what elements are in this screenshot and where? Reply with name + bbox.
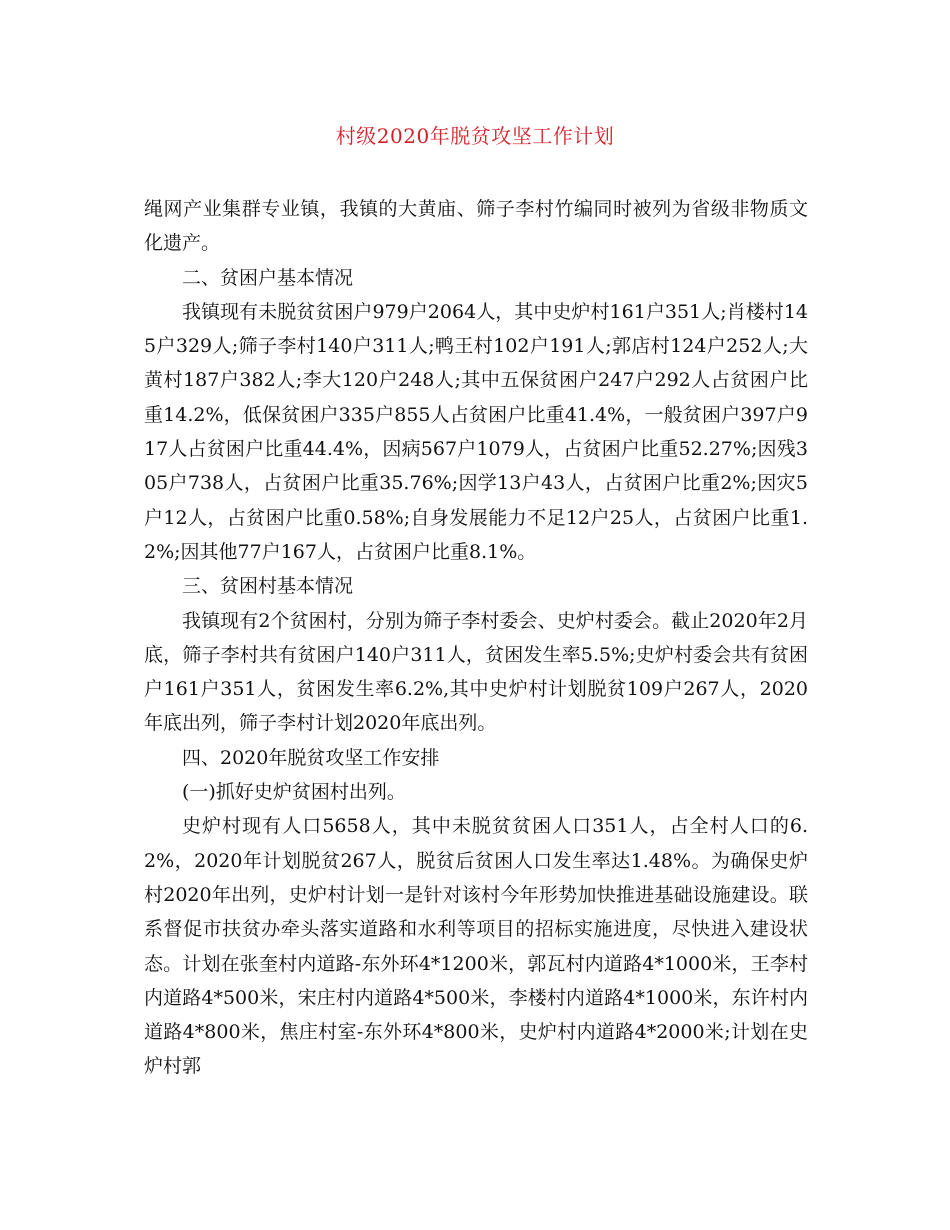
paragraph-intro-continuation: 绳网产业集群专业镇，我镇的大黄庙、筛子李村竹编同时被列为省级非物质文化遗产。 [144,198,808,255]
section-heading-work-plan: 四、2020年脱贫攻坚工作安排 [182,746,440,769]
subheading-shilu-village: (一)抓好史炉贫困村出列。 [182,781,406,804]
section-heading-poor-households: 二、贫困户基本情况 [182,266,354,289]
paragraph-poor-villages: 我镇现有2个贫困村，分别为筛子李村委会、史炉村委会。截止2020年2月底，筛子李村共有贫困户140户311人，贫困发生率5.5%;史炉村委会共有贫困户161户351人，贫困发生率6.2%,其中史炉村计划脱贫109户267人，2020年底出列，筛子李村计划2020年底出列。 [144,609,808,735]
document-body [144,192,808,1084]
paragraph-shilu-plan: 史炉村现有人口5658人，其中未脱贫贫困人口351人，占全村人口的6.2%，2020年计划脱贫267人，脱贫后贫困人口发生率达1.48%。为确保史炉村2020年出列，史炉村计划一是针对该村今年形势加快推进基础设施建设。联系督促市扶贫办牵头落实道路和水利等项目的招标实施进度，尽快进入建设状态。计划在张奎村内道路-东外环4*1200米，郭瓦村内道路4*1000米，王李村内道路4*500米，宋庄村内道路4*500米，李楼村内道路4*1000米，东许村内道路4*800米，焦庄村室-东外环4*800米，史炉村内道路4*2000米;计划在史炉村郭 [144,815,808,1078]
document-title: 村级2020年脱贫攻坚工作计划 [335,124,615,148]
paragraph-poor-households: 我镇现有未脱贫贫困户979户2064人，其中史炉村161户351人;肖楼村145户329人;筛子李村140户311人;鸭王村102户191人;郭店村124户252人;大黄村187户382人;李大120户248人;其中五保贫困户247户292人占贫困户比重14.2%，低保贫困户335户855人占贫困户比重41.4%，一般贫困户397户917人占贫困户比重44.4%，因病567户1079人，占贫困户比重52.27%;因残305户738人，占贫困户比重35.76%;因学13户43人，占贫困户比重2%;因灾5户12人，占贫困户比重0.58%;自身发展能力不足12户25人，占贫困户比重1.2%;因其他77户167人，占贫困户比重8.1%。 [144,300,808,563]
section-heading-poor-villages: 三、贫困村基本情况 [182,575,354,598]
